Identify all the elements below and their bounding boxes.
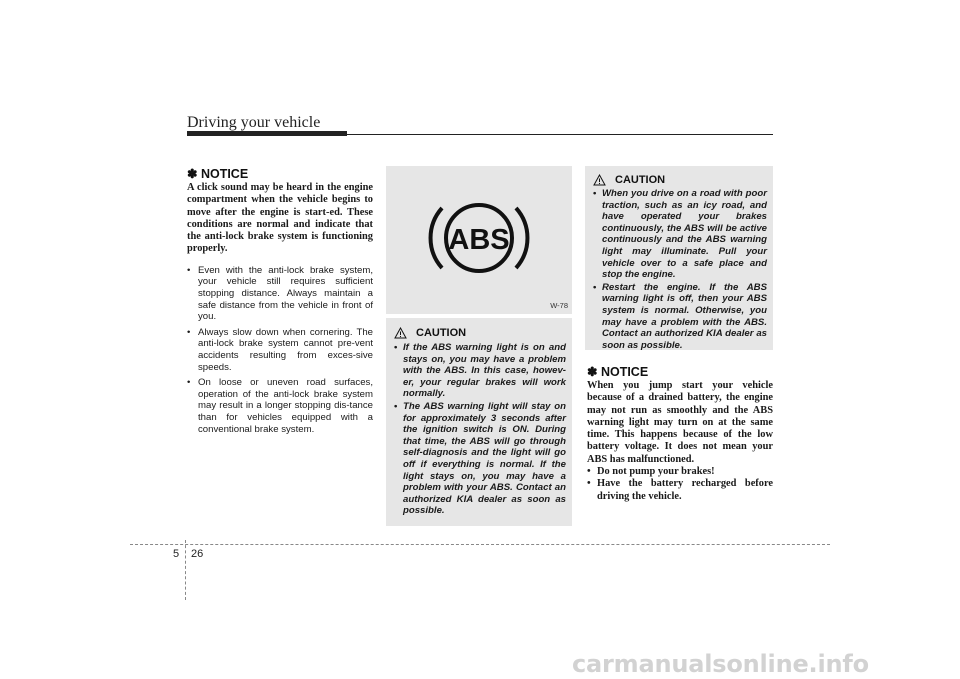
list-item: • Restart the engine. If the ABS warning light is off, then your ABS system is normal. Otherwise, you may have a problem with the ABS. Contact an authorized KIA dealer as soon as possible.	[593, 282, 767, 352]
caution-list	[394, 342, 566, 518]
notice-body: A click sound may be heard in the engine compartment when the vehicle begins to move after the engine is start-ed. These conditions are normal and indicate that the anti-lock brake system is functioning properly.	[187, 182, 373, 255]
warning-triangle-icon	[394, 327, 407, 339]
abs-figure-label: ABS	[448, 224, 510, 256]
caution-box-poor-traction	[585, 166, 773, 350]
list-item: • Have the battery recharged before driving the vehicle.	[587, 478, 773, 503]
abs-tips-list	[187, 265, 373, 435]
list-item: • The ABS warning light will stay on for approximately 3 seconds after the ignition switch is ON. During that time, the ABS will go through self-diagnosis and the light will go off if everything is normal. If the light stays on, you may have a problem with your ABS. Contact an authorized KIA dealer as soon as possible.	[394, 401, 566, 517]
notice-bullet-list	[587, 466, 773, 503]
warning-triangle-icon	[593, 174, 606, 186]
notice-block-jump-start	[587, 364, 773, 503]
footer-divider	[130, 544, 830, 545]
figure-code: W-78	[550, 301, 568, 310]
header-rule-thick	[187, 131, 347, 136]
caution-title: CAUTION	[416, 327, 467, 339]
list-item: • Do not pump your brakes!	[587, 466, 773, 478]
abs-figure	[386, 166, 572, 314]
list-item: • When you drive on a road with poor traction, such as an icy road, and have operated your brakes continuously, the ABS will be active continuously and the ABS warning light may illuminate. Pull your vehicle over to a safe place and stop the engine.	[593, 188, 767, 281]
caution-box-abs-light	[386, 318, 572, 526]
list-item: • If the ABS warning light is on and stays on, you may have a problem with the ABS. In this case, howev-er, your regular brakes will work normally.	[394, 342, 566, 400]
footer-vertical-divider	[185, 540, 186, 600]
notice-heading: ✽ NOTICE	[587, 365, 649, 379]
caution-list	[593, 188, 767, 352]
notice-heading: ✽ NOTICE	[187, 167, 249, 181]
list-item: • On loose or uneven road surfaces, operation of the anti-lock brake system may result in a longer stopping dis-tance than for vehicles equipped with a conventional brake system.	[187, 377, 373, 435]
section-title: Driving your vehicle	[187, 114, 321, 131]
caution-title: CAUTION	[615, 174, 666, 186]
watermark: carmanualsonline.info	[572, 650, 869, 678]
header-rule-thin	[347, 134, 773, 135]
list-item: • Always slow down when cornering. The anti-lock brake system cannot pre-vent accidents resulting from exces-sive speeds.	[187, 327, 373, 373]
notice-body: When you jump start your vehicle because of a drained battery, the engine may not run as smoothly and the ABS warning light may turn on at the same time. This happens because of the low battery voltage. It does not mean your ABS has malfunctioned.	[587, 380, 773, 465]
page-number: 26	[191, 548, 204, 560]
chapter-number: 5	[173, 548, 180, 560]
abs-warning-light-icon	[424, 186, 534, 286]
notice-block-abs-sound	[187, 166, 373, 439]
list-item: • Even with the anti-lock brake system, your vehicle still requires sufficient stopping distance. Always maintain a safe distance from the vehicle in front of you.	[187, 265, 373, 323]
